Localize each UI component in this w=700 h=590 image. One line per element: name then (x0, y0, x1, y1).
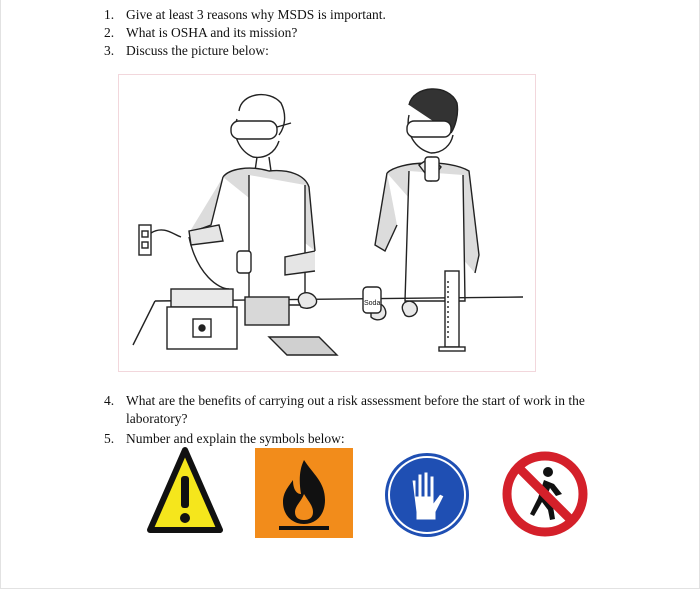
question-4: 4. What are the benefits of carrying out a risk assessment before the start of work in the laboratory? (104, 392, 604, 428)
soda-label: Soda (364, 300, 381, 307)
flammable-icon (255, 448, 353, 538)
question-3: 3. Discuss the picture below: (104, 43, 269, 58)
no-pedestrians-icon (498, 450, 592, 538)
lab-illustration (118, 74, 536, 372)
student-left (189, 95, 315, 305)
question-3-text: Discuss the picture below: (126, 43, 269, 58)
question-2: 2. What is OSHA and its mission? (104, 25, 298, 40)
question-1: 1. Give at least 3 reasons why MSDS is important. (104, 7, 386, 22)
wall-outlet (139, 225, 181, 255)
wear-gloves-icon (382, 452, 472, 538)
warning-triangle-icon (146, 446, 224, 536)
question-4-text: What are the benefits of carrying out a risk assessment before the start of work in the laboratory? (126, 393, 585, 426)
question-2-text: What is OSHA and its mission? (126, 25, 298, 40)
question-1-text: Give at least 3 reasons why MSDS is important. (126, 7, 386, 22)
question-5-text: Number and explain the symbols below: (126, 431, 345, 446)
student-right (375, 89, 479, 301)
question-5: 5. Number and explain the symbols below: (104, 431, 345, 446)
